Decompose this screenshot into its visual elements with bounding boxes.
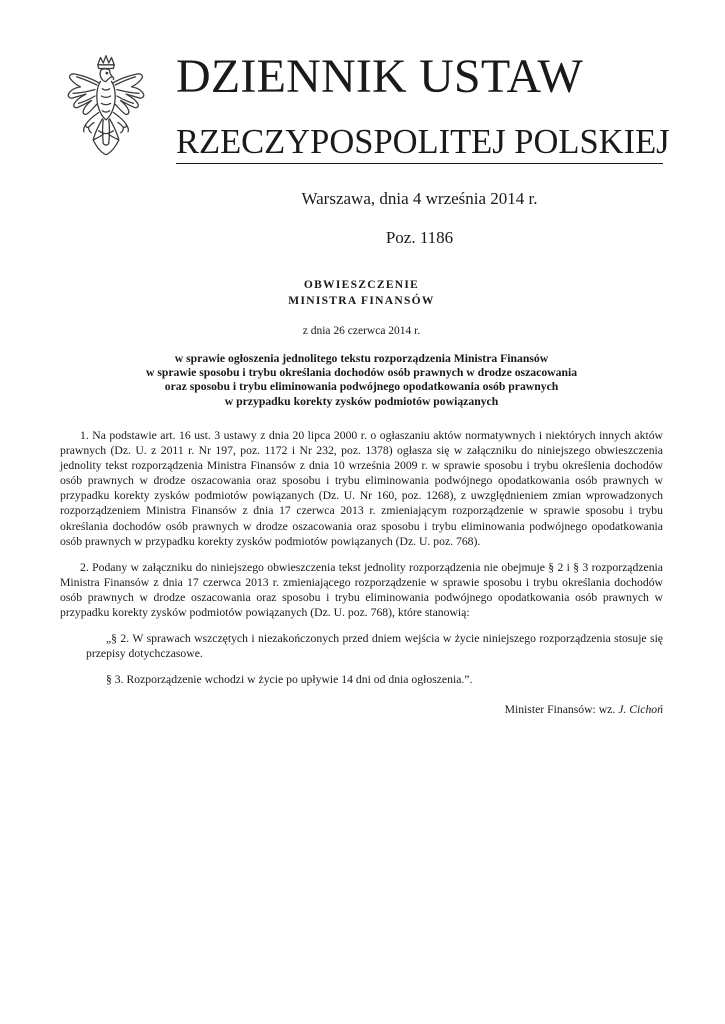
- issue-date: Warszawa, dnia 4 września 2014 r.: [301, 189, 538, 208]
- masthead-divider: [176, 163, 663, 164]
- paragraph-2: 2. Podany w załączniku do niniejszego obwieszczenia tekst jednolity rozporządzenia nie obejmuje § 2 i § 3 rozporządzenia Ministra Finansów z dnia 17 czerwca 2013 r. zmieniającego rozporządzenie w sprawie sposobu i trybu określania dochodów osób prawnych w drodze oszacowania oraz sposobu i trybu eliminowania podwójnego opodatkowania osób prawnych w przypadku korekty zysków podmiotów powiązanych (Dz. U. poz. 768), które stanowią:: [60, 560, 663, 620]
- act-subject-line: w sprawie ogłoszenia jednolitego tekstu rozporządzenia Ministra Finansów: [174, 352, 549, 365]
- act-issuer-heading: MINISTRA FINANSÓW: [288, 295, 435, 307]
- signature-line: [60, 702, 663, 717]
- signer-name: J. Cichoń: [618, 703, 663, 716]
- body-text: [60, 428, 663, 687]
- act-type-heading: OBWIESZCZENIE: [303, 279, 420, 291]
- quoted-section-3: § 3. Rozporządzenie wchodzi w życie po upływie 14 dni od dnia ogłoszenia.”.: [106, 673, 473, 687]
- polish-eagle-emblem-icon: [60, 52, 152, 162]
- act-subject-line: w przypadku korekty zysków podmiotów powiązanych: [224, 394, 499, 408]
- act-date: z dnia 26 czerwca 2014 r.: [302, 325, 421, 337]
- journal-subtitle: RZECZYPOSPOLITEJ POLSKIEJ: [176, 123, 670, 161]
- quoted-section-2: „§ 2. W sprawach wszczętych i niezakończonych przed dniem wejścia w życie niniejszego rozporządzenia stosuje się przepisy dotychczasowe.: [86, 632, 663, 661]
- act-subject: [60, 352, 663, 409]
- act-subject-line: w sprawie sposobu i trybu określania dochodów osób prawnych w drodze oszacowania: [145, 366, 578, 380]
- act-subject-line: oraz sposobu i trybu eliminowania podwójnego opodatkowania osób prawnych: [164, 380, 559, 394]
- signature-prefix: Minister Finansów: wz.: [504, 703, 619, 716]
- journal-title: DZIENNIK USTAW: [176, 50, 584, 103]
- position-number: Poz. 1186: [385, 228, 454, 247]
- paragraph-1: 1. Na podstawie art. 16 ust. 3 ustawy z dnia 20 lipca 2000 r. o ogłaszaniu aktów normatywnych i niektórych innych aktów prawnych (Dz. U. z 2011 r. Nr 197, poz. 1172 i Nr 232, poz. 1378) ogłasza się w załączniku do niniejszego obwieszczenia jednolity tekst rozporządzenia Ministra Finansów z dnia 10 września 2009 r. w sprawie sposobu i trybu określenia dochodów osób prawnych w drodze oszacowania oraz sposobu i trybu eliminowania podwójnego opodatkowania osób prawnych w przypadku korekty zysków podmiotów powiązanych (Dz. U. Nr 160, poz. 1268), z uwzględnieniem zmian wprowadzonych rozporządzeniem Ministra Finansów z dnia 17 czerwca 2013 r. zmieniającym rozporządzenie w sprawie sposobu i trybu określania dochodów osób prawnych w drodze oszacowania oraz sposobu i trybu eliminowania podwójnego opodatkowania osób prawnych w przypadku korekty zysków podmiotów powiązanych (Dz. U. poz. 768).: [60, 429, 663, 548]
